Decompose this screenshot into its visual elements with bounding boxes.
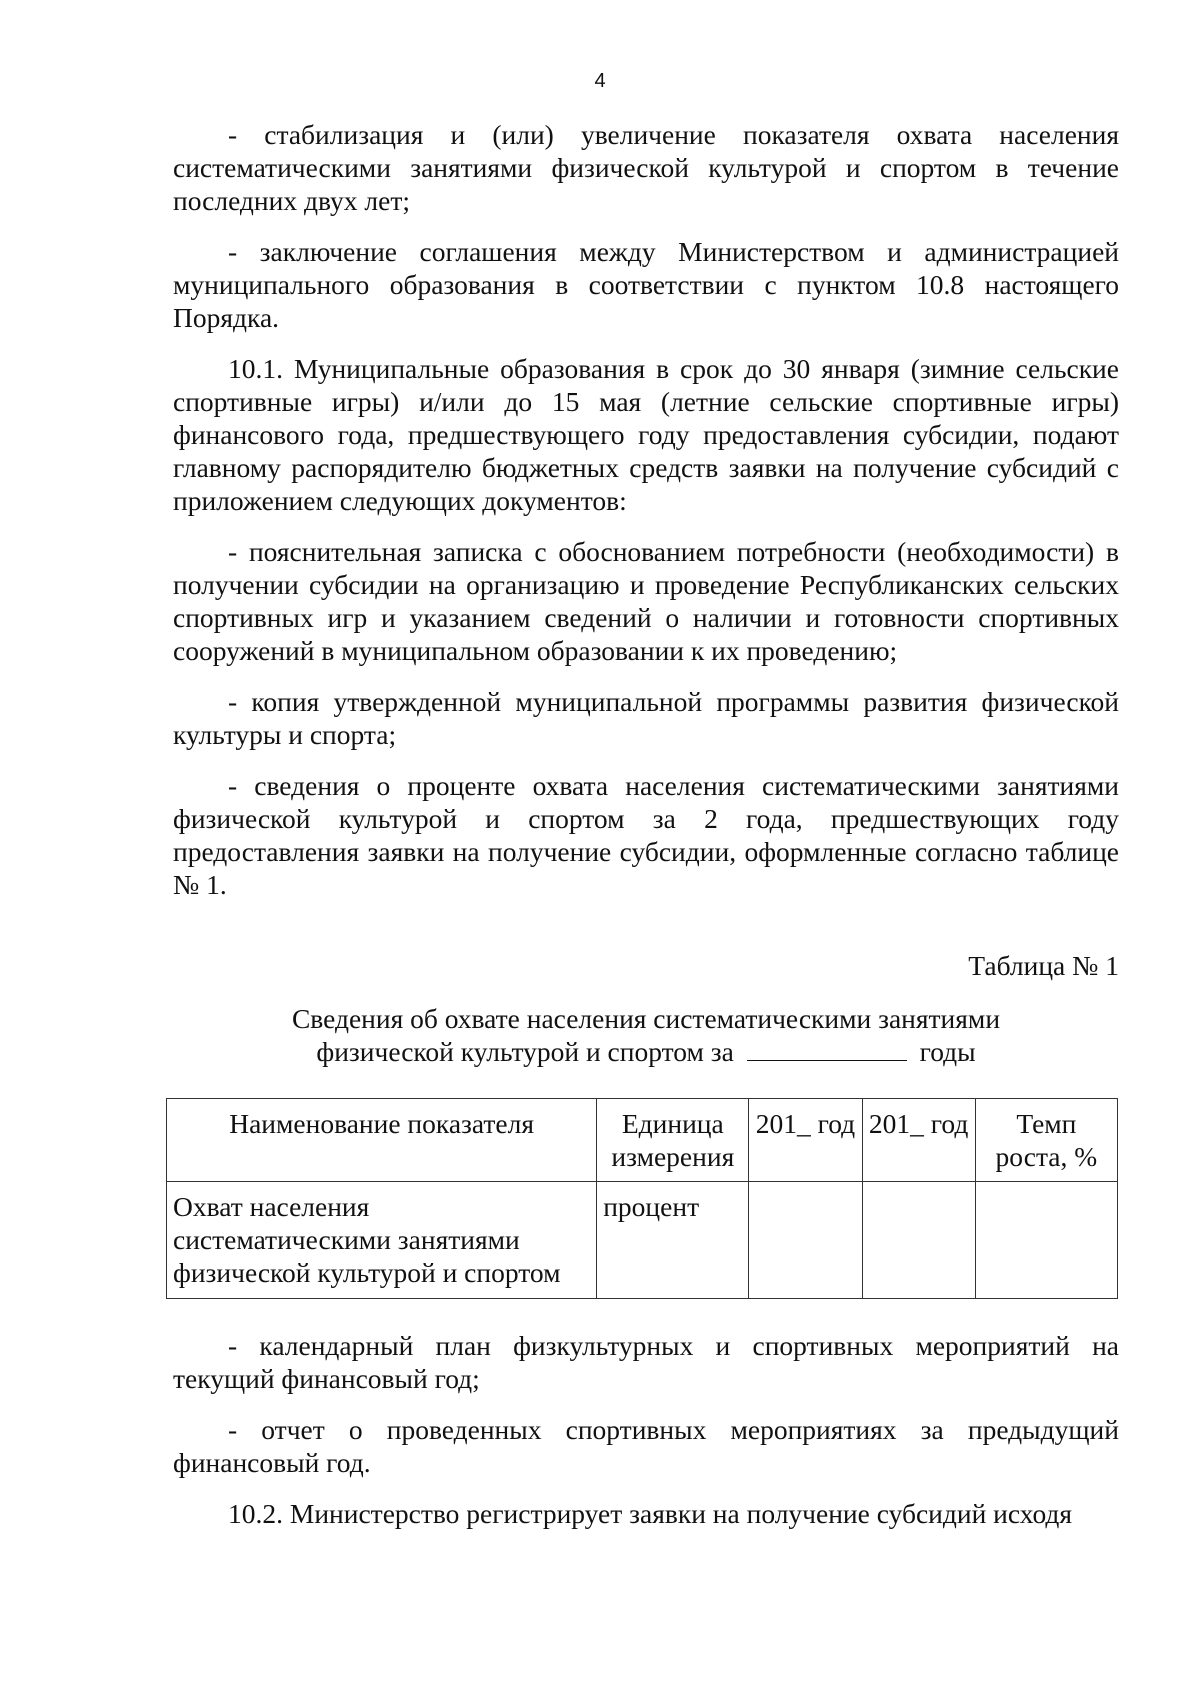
header-year-2: 201_ год (862, 1099, 975, 1182)
cell-year-1 (749, 1182, 862, 1299)
table-title-line2-before: физической культурой и спортом за (316, 1036, 734, 1067)
table-title (173, 1002, 1119, 1068)
table-label: Таблица № 1 (968, 950, 1119, 981)
years-blank (747, 1036, 907, 1061)
cell-unit: процент (597, 1182, 749, 1299)
paragraph-program-copy: - копия утвержденной муниципальной программы развития физической культуры и спорта; (173, 686, 1119, 750)
table-title-line2 (173, 1035, 1119, 1068)
header-unit: Единица измерения (597, 1099, 749, 1182)
cell-year-2 (862, 1182, 975, 1299)
cell-growth-rate (975, 1182, 1117, 1299)
paragraph-10-2: 10.2. Министерство регистрирует заявки на получение субсидий исходя (228, 1498, 1073, 1529)
paragraph-report: - отчет о проведенных спортивных мероприятиях за предыдущий финансовый год. (173, 1414, 1119, 1478)
header-year-1: 201_ год (749, 1099, 862, 1182)
table-header-row (167, 1099, 1118, 1182)
paragraph-calendar-plan: - календарный план физкультурных и спортивных мероприятий на текущий финансовый год; (173, 1330, 1119, 1394)
document-body (173, 118, 1119, 1548)
header-indicator-name: Наименование показателя (167, 1099, 597, 1182)
header-growth-rate: Темп роста, % (975, 1099, 1117, 1182)
page-number: 4 (594, 70, 606, 92)
table-title-line1: Сведения об охвате населения систематическими занятиями (291, 1003, 1001, 1034)
paragraph-coverage-info: - сведения о проценте охвата населения систематическими занятиями физической культурой и спортом за 2 года, предшествующих году предоставления заявки на получение субсидии, оформленные согласно таблице № 1. (173, 770, 1119, 900)
paragraph-agreement: - заключение соглашения между Министерством и администрацией муниципального образования в соответствии с пунктом 10.8 настоящего Порядка. (173, 236, 1119, 333)
paragraph-explanatory-note: - пояснительная записка с обоснованием потребности (необходимости) в получении субсидии на организацию и проведение Республиканских сельских спортивных игр и указанием сведений о наличии и готовности спортивных сооружений в муниципальном образовании к их проведению; (173, 536, 1119, 666)
paragraph-10-1: 10.1. Муниципальные образования в срок до 30 января (зимние сельские спортивные игры) и/или до 15 мая (летние сельские спортивные игры) финансового года, предшествующего году предоставления субсидии, подают главному распорядителю бюджетных средств заявки на получение субсидий с приложением следующих документов: (173, 353, 1119, 516)
paragraph-stabilization: - стабилизация и (или) увеличение показателя охвата населения систематическими занятиями физической культурой и спортом в течение последних двух лет; (173, 119, 1119, 216)
coverage-table (166, 1098, 1118, 1299)
table-title-line2-after: годы (919, 1036, 976, 1067)
table-row (167, 1182, 1118, 1299)
cell-indicator-name: Охват населения систематическими занятиями физической культурой и спортом (167, 1182, 597, 1299)
